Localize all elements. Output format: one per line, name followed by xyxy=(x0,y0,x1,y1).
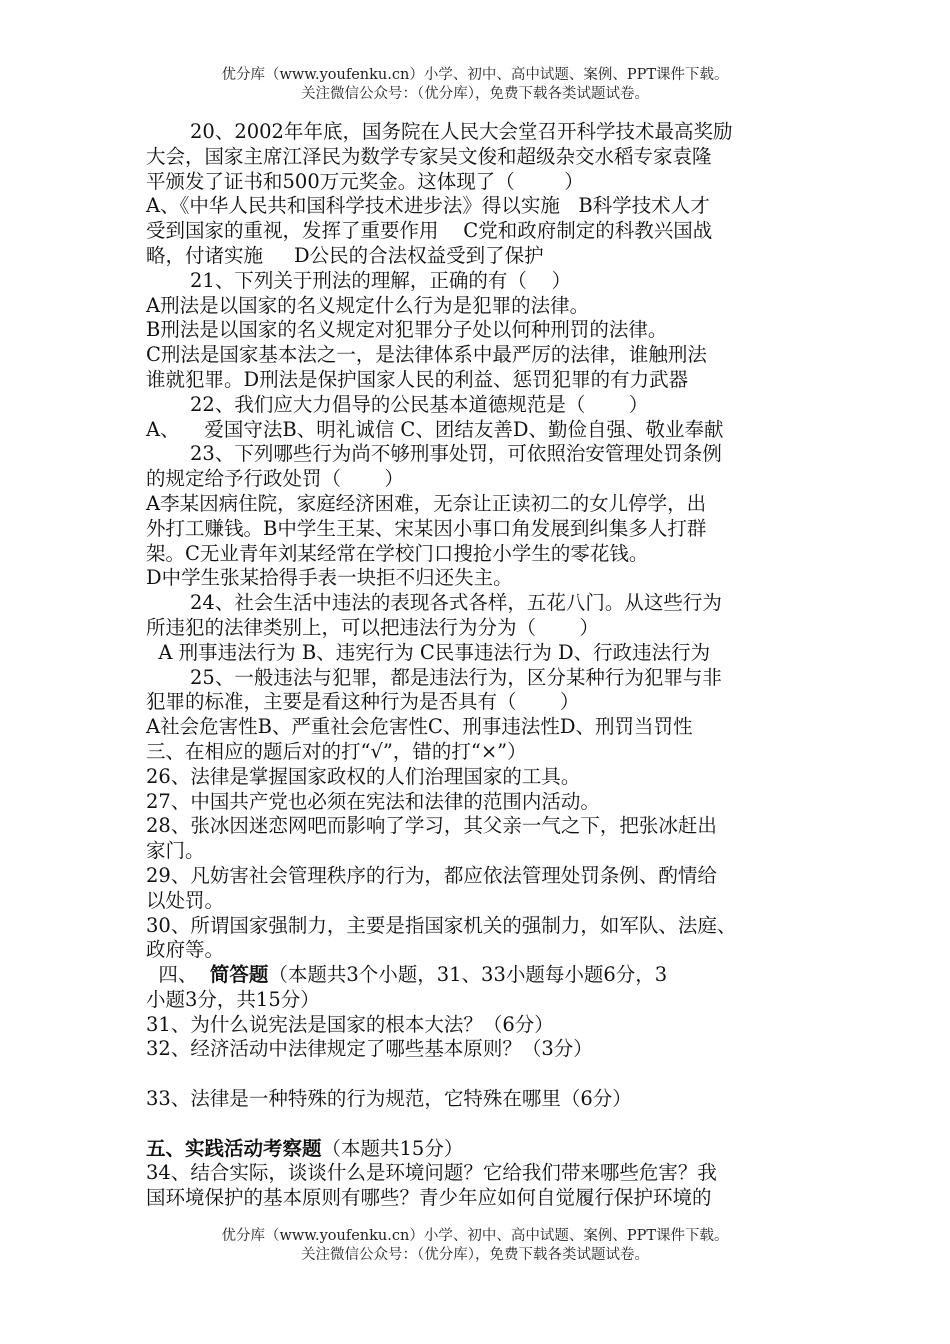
q21-option-c-1: C刑法是国家基本法之一，是法律体系中最严厉的法律，谁触刑法 xyxy=(146,343,707,367)
footer-line-1: 优分库（www.youfenku.cn）小学、初中、高中试题、案例、PPT课件下载。 xyxy=(221,1228,729,1244)
section-4-title: 简答题 xyxy=(209,963,269,987)
section-5-title: 五、实践活动考察题 xyxy=(146,1136,322,1160)
q30-line-2: 政府等。 xyxy=(146,938,225,962)
section-5-desc: （本题共15分） xyxy=(321,1136,464,1160)
q23-options-3: 架。C无业青年刘某经常在学校门口搜抢小学生的零花钱。 xyxy=(146,541,649,565)
q26: 26、法律是掌握国家政权的人们治理国家的工具。 xyxy=(146,764,581,788)
q21-option-b: B刑法是以国家的名义规定对犯罪分子处以何种刑罚的法律。 xyxy=(146,318,668,342)
q20-options-2: 受到国家的重视，发挥了重要作用 C党和政府制定的科教兴国战 xyxy=(146,219,713,243)
section-3-title: 三、在相应的题后对的打“√”，错的打“×”） xyxy=(146,739,527,763)
q22-options: A、 爱国守法B、明礼诚信 C、团结友善D、勤俭自强、敬业奉献 xyxy=(146,417,724,441)
q25-stem-1: 25、一般违法与犯罪，都是违法行为，区分某种行为犯罪与非 xyxy=(190,665,722,689)
section-4-heading xyxy=(146,963,826,988)
q34-line-1: 34、结合实际，谈谈什么是环境问题？它给我们带来哪些危害？我 xyxy=(146,1161,717,1185)
q24-stem-2: 所违犯的法律类别上，可以把违法行为分为（ ） xyxy=(146,615,599,639)
page-footer xyxy=(0,1227,950,1265)
q20-stem-1: 20、2002年年底，国务院在人民大会堂召开科学技术最高奖励 xyxy=(190,120,733,143)
q33: 33、法律是一种特殊的行为规范，它特殊在哪里（6分） xyxy=(146,1087,632,1111)
q29-line-1: 29、凡妨害社会管理秩序的行为，都应依法管理处罚条例、酌情给 xyxy=(146,863,717,887)
answer-space xyxy=(146,1112,826,1137)
q32: 32、经济活动中法律规定了哪些基本原则？（3分） xyxy=(146,1037,593,1061)
q20-options-1: A、《中华人民共和国科学技术进步法》得以实施 B科学技术人才 xyxy=(146,194,710,218)
q20-stem-2: 大会，国家主席江泽民为数学专家吴文俊和超级杂交水稻专家袁隆 xyxy=(146,144,712,168)
q27: 27、中国共产党也必须在宪法和法律的范围内活动。 xyxy=(146,789,600,813)
page-header xyxy=(0,66,950,104)
q22-stem: 22、我们应大力倡导的公民基本道德规范是（ ） xyxy=(190,392,649,416)
section-4-prefix: 四、 xyxy=(146,963,210,987)
exam-content xyxy=(146,120,826,1211)
q28-line-1: 28、张冰因迷恋网吧而影响了学习，其父亲一气之下，把张冰赶出 xyxy=(146,814,717,838)
q30-line-1: 30、所谓国家强制力，主要是指国家机关的强制力，如军队、法庭、 xyxy=(146,913,737,937)
q28-line-2: 家门。 xyxy=(146,839,205,863)
section-4-desc-2: 小题3分，共15分） xyxy=(146,987,320,1011)
q23-options-2: 外打工赚钱。B中学生王某、宋某因小事口角发展到纠集多人打群 xyxy=(146,516,707,540)
q20-options-3: 略，付诸实施 D公民的合法权益受到了保护 xyxy=(146,243,544,267)
q20-stem-3: 平颁发了证书和500万元奖金。这体现了（ ） xyxy=(146,169,584,193)
q23-options-1: A李某因病住院，家庭经济困难，无奈让正读初二的女儿停学，出 xyxy=(146,491,707,515)
header-line-2: 关注微信公众号：（优分库），免费下载各类试题试卷。 xyxy=(301,86,649,102)
q21-option-c-2: 谁就犯罪。D刑法是保护国家人民的利益、惩罚犯罪的有力武器 xyxy=(146,367,689,391)
q21-stem: 21、下列关于刑法的理解，正确的有（ ） xyxy=(190,268,572,292)
footer-line-2: 关注微信公众号：（优分库），免费下载各类试题试卷。 xyxy=(301,1247,649,1263)
answer-space xyxy=(146,1062,826,1087)
q25-options: A社会危害性B、严重社会危害性C、刑事违法性D、刑罚当罚性 xyxy=(146,715,693,739)
q23-stem-1: 23、下列哪些行为尚不够刑事处罚，可依照治安管理处罚条例 xyxy=(190,442,722,466)
q34-line-2: 国环境保护的基本原则有哪些？青少年应如何自觉履行保护环境的 xyxy=(146,1186,712,1210)
section-4-desc-1: （本题共3个小题，31、33小题每小题6分，3 xyxy=(268,963,668,987)
q24-stem-1: 24、社会生活中违法的表现各式各样，五花八门。从这些行为 xyxy=(190,591,722,615)
q23-options-4: D中学生张某拾得手表一块拒不归还失主。 xyxy=(146,566,513,590)
q29-line-2: 以处罚。 xyxy=(146,888,225,912)
q24-options: A 刑事违法行为 B、违宪行为 C民事违法行为 D、行政违法行为 xyxy=(146,640,711,664)
q21-option-a: A刑法是以国家的名义规定什么行为是犯罪的法律。 xyxy=(146,293,590,317)
section-5-heading xyxy=(146,1137,826,1162)
q31: 31、为什么说宪法是国家的根本大法？（6分） xyxy=(146,1012,554,1036)
q25-stem-2: 犯罪的标准，主要是看这种行为是否具有（ ） xyxy=(146,690,580,714)
header-line-1: 优分库（www.youfenku.cn）小学、初中、高中试题、案例、PPT课件下载。 xyxy=(221,67,729,83)
q23-stem-2: 的规定给予行政处罚（ ） xyxy=(146,467,404,491)
